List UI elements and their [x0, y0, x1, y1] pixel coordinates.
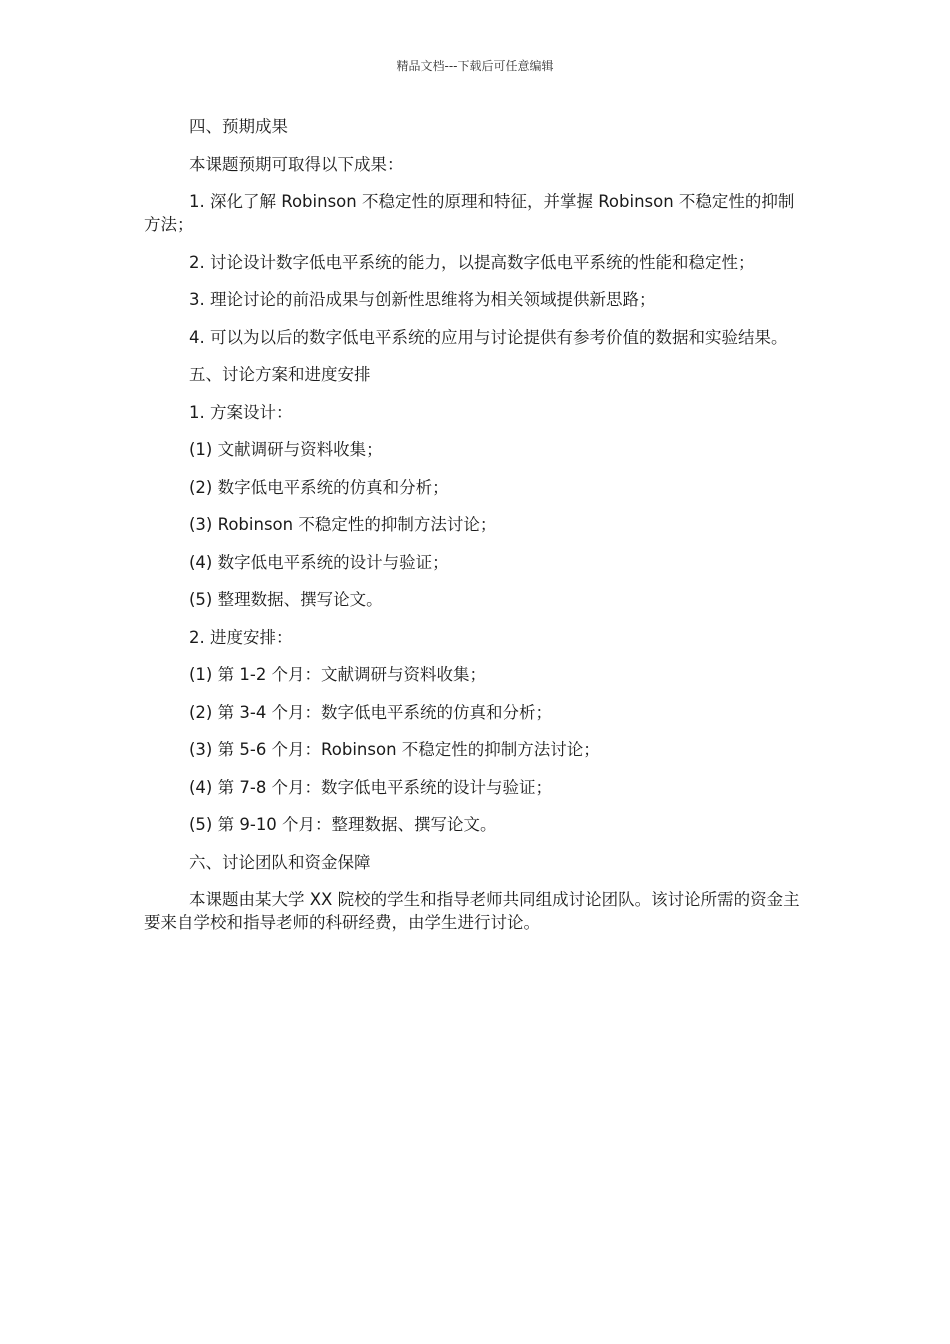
- schedule-item: (5) 第 9-10 个月：整理数据、撰写论文。: [189, 815, 497, 834]
- expected-item: 1. 深化了解 Robinson 不稳定性的原理和特征，并掌握 Robinson 不稳定性的抑制方法；: [144, 192, 795, 234]
- design-item: (5) 整理数据、撰写论文。: [189, 590, 383, 609]
- schedule-item: (1) 第 1-2 个月：文献调研与资料收集；: [189, 665, 487, 684]
- team-body: 本课题由某大学 XX 院校的学生和指导老师共同组成讨论团队。该讨论所需的资金主要来自学校和指导老师的科研经费，由学生进行讨论。: [144, 890, 800, 932]
- plan-design-title: 1. 方案设计：: [189, 402, 293, 422]
- design-item: (2) 数字低电平系统的仿真和分析；: [189, 477, 449, 497]
- design-item: (4) 数字低电平系统的设计与验证；: [189, 552, 449, 572]
- expected-item: 4. 可以为以后的数字低电平系统的应用与讨论提供有参考价值的数据和实验结果。: [189, 327, 788, 347]
- schedule-item: (3) 第 5-6 个月：Robinson 不稳定性的抑制方法讨论；: [189, 740, 600, 759]
- schedule-item: (2) 第 3-4 个月：数字低电平系统的仿真和分析；: [189, 702, 553, 722]
- section-heading-team: 六、讨论团队和资金保障: [189, 852, 371, 872]
- design-item: (3) Robinson 不稳定性的抑制方法讨论；: [189, 515, 497, 534]
- plan-schedule-title: 2. 进度安排：: [189, 627, 293, 647]
- section-heading-expected: 四、预期成果: [189, 117, 288, 136]
- section-heading-plan: 五、讨论方案和进度安排: [189, 365, 371, 384]
- expected-intro: 本课题预期可取得以下成果：: [189, 154, 404, 174]
- expected-item: 3. 理论讨论的前沿成果与创新性思维将为相关领域提供新思路；: [189, 290, 656, 309]
- design-item: (1) 文献调研与资料收集；: [189, 440, 383, 459]
- schedule-item: (4) 第 7-8 个月：数字低电平系统的设计与验证；: [189, 777, 553, 797]
- document-body: [144, 115, 806, 949]
- page-header: 精品文档---下载后可任意编辑: [396, 59, 554, 73]
- expected-item: 2. 讨论设计数字低电平系统的能力，以提高数字低电平系统的性能和稳定性；: [189, 252, 755, 272]
